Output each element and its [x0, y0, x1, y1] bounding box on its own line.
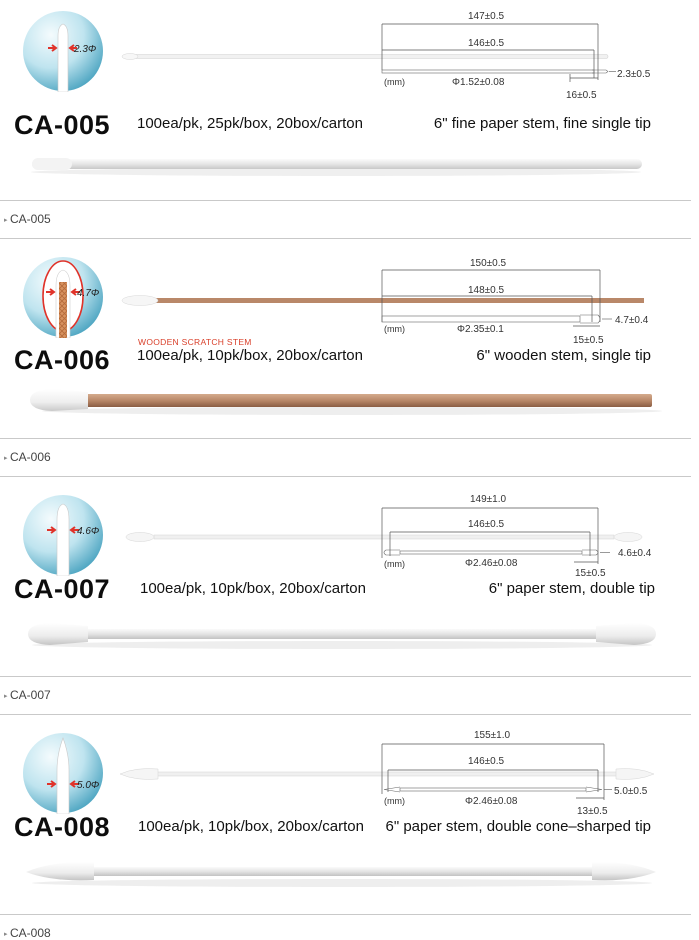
section-footer: [0, 200, 691, 239]
stem-diameter-dim: Φ1.52±0.08: [452, 77, 505, 88]
tip-width-dim: 4.6±0.4: [618, 548, 652, 559]
bullet-icon: ▸: [4, 217, 8, 224]
product-description: 6" paper stem, double tip: [488, 580, 655, 597]
tip-detail-circle: [22, 10, 104, 92]
product-description: 6" wooden stem, single tip: [476, 347, 651, 364]
tip-diameter-label: 2.3Φ: [74, 44, 97, 55]
stem-length-dim: 148±0.5: [468, 285, 505, 296]
stem-length-dim: 146±0.5: [468, 38, 505, 49]
tip-width-dim: 2.3±0.5: [617, 69, 651, 80]
packing-info: 100ea/pk, 10pk/box, 20box/carton: [137, 347, 363, 364]
tip-length-dim: 15±0.5: [575, 568, 606, 579]
product-description: 6" paper stem, double cone–sharped tip: [385, 818, 651, 835]
footer-label: CA-006: [10, 450, 51, 464]
tip-detail-circle: [22, 494, 104, 576]
product-section-ca-005: [0, 0, 699, 238]
section-footer: [0, 676, 691, 715]
tip-width-dim: 5.0±0.5: [614, 786, 648, 797]
product-code: CA-008: [14, 812, 111, 842]
packing-info: 100ea/pk, 25pk/box, 20box/carton: [137, 115, 363, 132]
tip-length-dim: 16±0.5: [566, 90, 597, 101]
tip-diameter-label: 5.0Φ: [77, 780, 100, 791]
product-code: CA-007: [14, 574, 111, 604]
bullet-icon: ▸: [4, 931, 8, 938]
section-footer: [0, 438, 691, 477]
stem-diameter-dim: Φ2.46±0.08: [465, 558, 518, 569]
product-section-ca-007: [0, 476, 699, 714]
tip-width-dim: 4.7±0.4: [615, 315, 649, 326]
wooden-scratch-note: WOODEN SCRATCH STEM: [138, 337, 252, 347]
swab-photo: [22, 384, 662, 418]
footer-label: CA-005: [10, 212, 51, 226]
swab-tip-shape: [58, 24, 68, 92]
unit-label: (mm): [384, 77, 405, 87]
overall-length-dim: 147±0.5: [468, 11, 505, 22]
swab-tip-shape: [57, 504, 69, 576]
footer-label: CA-008: [10, 926, 51, 940]
swab-photo: [22, 618, 662, 652]
bullet-icon: ▸: [4, 455, 8, 462]
product-code: CA-005: [14, 110, 111, 140]
dimension-drawing: [380, 20, 620, 100]
unit-label: (mm): [384, 324, 405, 334]
overall-length-dim: 149±1.0: [470, 494, 507, 505]
footer-label: CA-007: [10, 688, 51, 702]
tip-detail-circle: [22, 256, 104, 338]
overall-length-dim: 150±0.5: [470, 258, 507, 269]
tip-diameter-label: 4.7Φ: [77, 288, 100, 299]
section-footer: [0, 914, 691, 939]
product-code: CA-006: [14, 345, 111, 375]
tip-diameter-label: 4.6Φ: [77, 526, 100, 537]
product-section-ca-008: [0, 714, 699, 940]
swab-photo: [22, 856, 662, 890]
product-section-ca-006: [0, 238, 699, 476]
stem-diameter-dim: Φ2.46±0.08: [465, 796, 518, 807]
unit-label: (mm): [384, 559, 405, 569]
overall-length-dim: 155±1.0: [474, 730, 511, 741]
stem-length-dim: 146±0.5: [468, 519, 505, 530]
tip-detail-circle: [22, 732, 104, 814]
stem-diameter-dim: Φ2.35±0.1: [457, 324, 504, 335]
bullet-icon: ▸: [4, 693, 8, 700]
unit-label: (mm): [384, 796, 405, 806]
packing-info: 100ea/pk, 10pk/box, 20box/carton: [138, 818, 364, 835]
packing-info: 100ea/pk, 10pk/box, 20box/carton: [140, 580, 366, 597]
stem-length-dim: 146±0.5: [468, 756, 505, 767]
product-description: 6" fine paper stem, fine single tip: [433, 115, 651, 132]
tip-length-dim: 13±0.5: [577, 806, 608, 817]
swab-photo: [26, 150, 646, 180]
tip-length-dim: 15±0.5: [573, 335, 604, 346]
